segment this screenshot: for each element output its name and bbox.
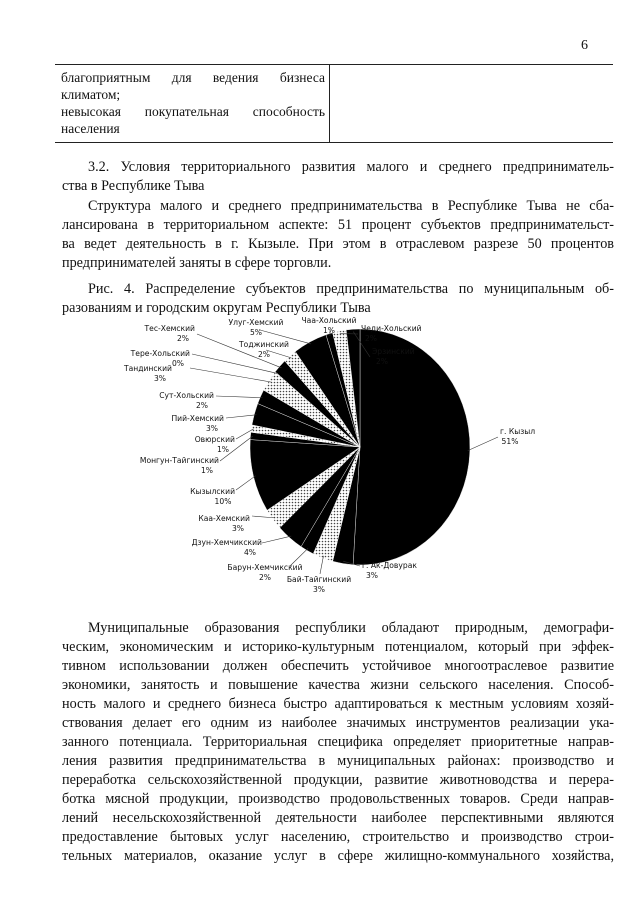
pie-slice-name-label: г. Ак-Довурак xyxy=(362,561,417,570)
pie-slice-value-label: 51% xyxy=(501,437,519,446)
intro-line: предпринимателей заняты в сфере торговли. xyxy=(62,255,332,271)
section-heading-line2: ства в Республике Тыва xyxy=(62,178,205,194)
body-line: ность малого и среднего бизнеса быстро адаптироваться к местным условиям хозяй- xyxy=(62,696,614,712)
body-line: ческим, экономическим и историко-культурным потенциалом, который при эффек- xyxy=(62,639,614,655)
pie-slice-value-label: 2% xyxy=(375,357,389,366)
table-row-1-line1: благоприятным для ведения бизнеса xyxy=(61,70,325,85)
intro-line: ва ведет деятельность в г. Кызыле. При этом в отраслевом разрезе 50 процентов xyxy=(62,236,614,252)
body-line: ствования делает его одним из наиболее значимых инструментов реализации ука- xyxy=(62,715,614,731)
pie-slice-name-label: Дзун-Хемчикский xyxy=(191,538,262,547)
pie-slice-value-label: 4% xyxy=(243,548,257,557)
pie-slice-value-label: 3% xyxy=(205,424,219,433)
figure-caption-line2: разованиям и городским округам Республики Тыва xyxy=(62,300,371,316)
pie-slice-value-label: 5% xyxy=(249,328,263,337)
page-number: 6 xyxy=(581,38,588,53)
pie-leader-line xyxy=(216,396,262,398)
pie-slice-name-label: Тоджинский xyxy=(239,340,289,349)
body-line: предоставление бытовых услуг населению, строительство и производство строи- xyxy=(62,829,614,845)
intro-line: Структура малого и среднего предпринимательства в Республике Тыва не сба- xyxy=(88,198,614,214)
pie-slice-value-label: 1% xyxy=(216,445,230,454)
pie-slice-value-label: 3% xyxy=(312,585,326,594)
intro-line: лансирована в территориальном аспекте: 51 процент субъектов предпринимательст- xyxy=(62,217,614,233)
body-line: Муниципальные образования республики обладают природным, демографи- xyxy=(88,620,614,636)
pie-slice-name-label: Кызылский xyxy=(190,487,235,496)
body-line: переработка сельскохозяйственной продукции, развитие животноводства и перера- xyxy=(62,772,614,788)
pie-slice-name-label: Сут-Хольский xyxy=(159,391,214,400)
body-line: занного потенциала. Территориальная специфика определяет приоритетные направ- xyxy=(62,734,614,750)
pie-slice-value-label: 2% xyxy=(364,334,378,343)
pie-slice-name-label: Эрзинский xyxy=(372,347,415,356)
pie-slice-name-label: Бай-Тайгинский xyxy=(286,575,352,584)
pie-slice-value-label: 2% xyxy=(257,350,271,359)
pie-slice-value-label: 3% xyxy=(231,524,245,533)
table-row-2-line1: невысокая покупательная способность xyxy=(61,104,325,119)
table-row-1-line2: климатом; xyxy=(61,87,121,102)
pie-slice-name-label: Тес-Хемский xyxy=(144,324,195,333)
pie-slice-value-label: 3% xyxy=(153,374,167,383)
pie-slice-name-label: Пий-Хемский xyxy=(171,414,224,423)
pie-slice xyxy=(353,329,470,565)
pie-leader-line xyxy=(320,556,323,574)
pie-slice-name-label: Улуг-Хемский xyxy=(228,318,284,327)
pie-leader-line xyxy=(236,476,256,490)
pie-slice-value-label: 1% xyxy=(322,326,336,335)
pie-slice-name-label: Монгун-Тайгинский xyxy=(139,456,219,465)
pie-slice-name-label: Овюрский xyxy=(194,435,235,444)
section-heading-line1: 3.2. Условия территориального развития малого и среднего предприниматель- xyxy=(88,159,614,175)
pie-slice-value-label: 3% xyxy=(365,571,379,580)
pie-leader-line xyxy=(226,415,256,418)
body-paragraph xyxy=(62,619,614,866)
pie-slice-value-label: 2% xyxy=(195,401,209,410)
body-line: лений несельскохозяйственной деятельности наиболее перспективными являются xyxy=(62,810,614,826)
pie-slice-name-label: Барун-Хемчикский xyxy=(227,563,303,572)
pie-leader-line xyxy=(262,536,291,543)
pie-slice-name-label: Тере-Хольский xyxy=(130,349,190,358)
body-line: ления развития предпринимательства в муниципальных районах: производство и xyxy=(62,753,614,769)
pie-slice-name-label: Чаа-Хольский xyxy=(301,316,357,325)
pie-leader-line xyxy=(468,437,498,451)
pie-slice-value-label: 2% xyxy=(258,573,272,582)
body-line: тивном использовании должен обеспечить устойчивое многоотраслевое развитие xyxy=(62,658,614,674)
pie-slice-value-label: 10% xyxy=(214,497,232,506)
body-line: экономики, занятость и повышение качества жизни сельского населения. Способ- xyxy=(62,677,614,693)
pie-slice-value-label: 2% xyxy=(176,334,190,343)
body-line: ботка мясной продукции, производство продовольственных товаров. Среди направ- xyxy=(62,791,614,807)
pie-slice-name-label: Тандинский xyxy=(123,364,172,373)
pie-slice-value-label: 0% xyxy=(171,359,185,368)
pie-slice-name-label: Каа-Хемский xyxy=(198,514,250,523)
pie-slice-name-label: Чеди-Хольский xyxy=(361,324,422,333)
table-row-2-line2: населения xyxy=(61,121,120,136)
pie-leader-line xyxy=(190,368,271,382)
pie-slice-value-label: 1% xyxy=(200,466,214,475)
body-line: тельных материалов, оказание услуг в сфере жилищно-коммунального хозяйства, xyxy=(62,848,614,864)
pie-slice-name-label: г. Кызыл xyxy=(500,427,536,436)
figure-caption-line1: Рис. 4. Распределение субъектов предпринимательства по муниципальным об- xyxy=(88,281,614,297)
